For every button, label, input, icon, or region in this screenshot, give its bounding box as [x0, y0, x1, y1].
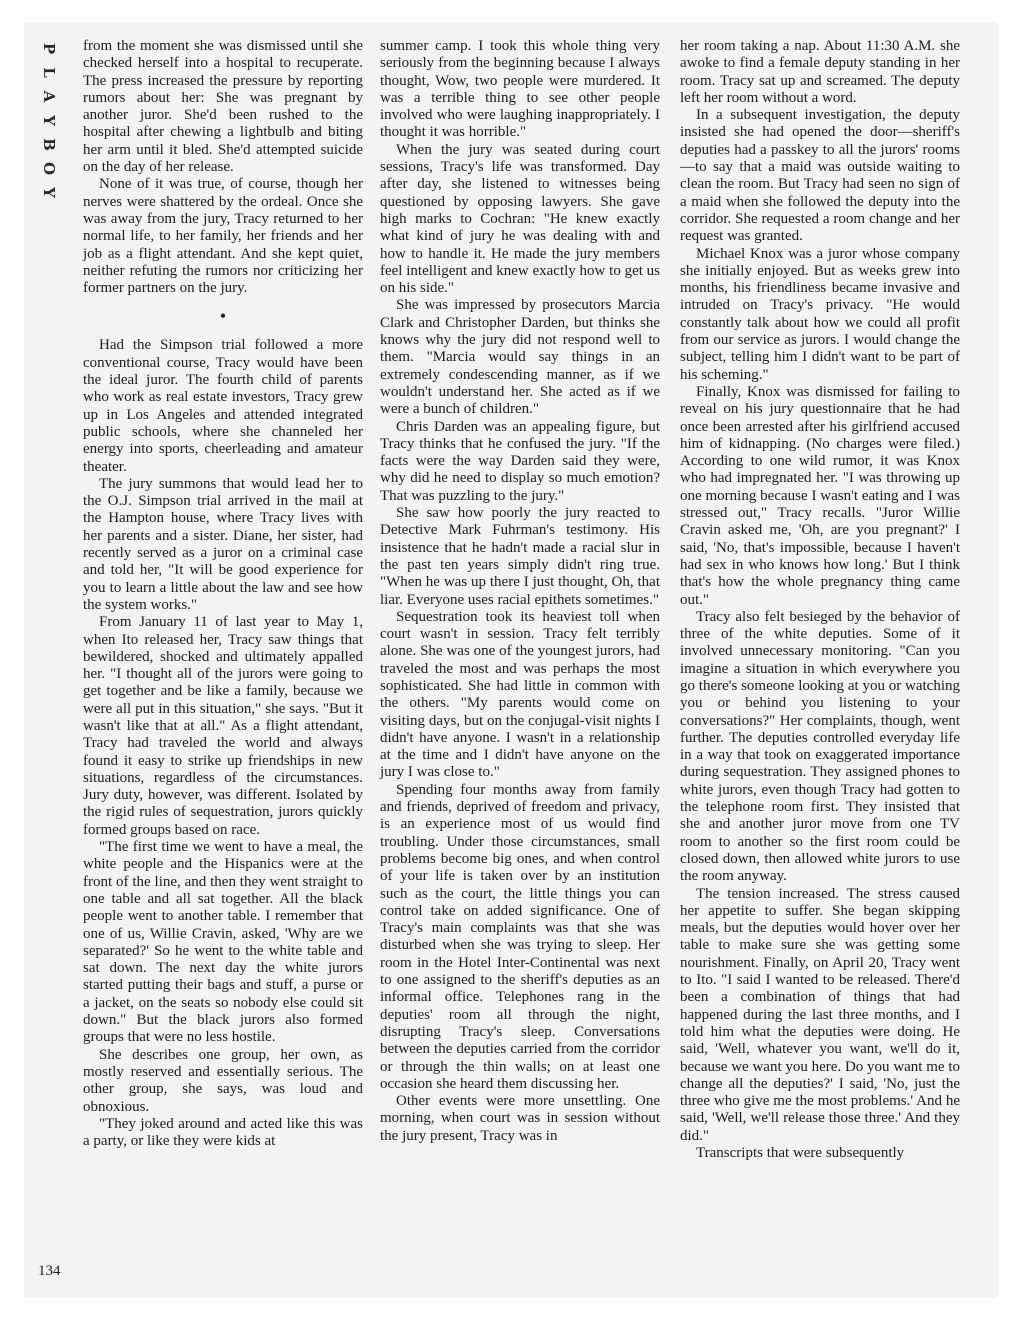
article-column-1: [83, 38, 363, 1150]
article-paragraph: summer camp. I took this whole thing very seriously from the beginning because I always thought, Wow, two people were murdered. It was a terrible thing to see other people involved who were laughing inappropriately. I thought it was horrible.": [380, 38, 660, 141]
article-paragraph: The tension increased. The stress caused her appetite to suffer. She began skipping meals, but the deputies would hover over her table to make sure she was getting some nourishment. Finally, on April 20, Tracy went to Ito. "I said I wanted to be released. There'd been a combination of things that had happened during the last three months, and I told him what the deputies were doing. He said, 'Well, whatever you want, we'll do it, because we want you here. Do you want me to change all the deputies?' I said, 'No, just the three who give me the most problems.' And he said, 'Well, we'll release those three.' And they did.": [680, 885, 960, 1144]
masthead-letter: P: [40, 42, 58, 58]
masthead-playboy: [34, 38, 64, 206]
masthead-letter: Y: [40, 187, 58, 201]
article-paragraph: When the jury was seated during court sessions, Tracy's life was transformed. Day after day, she listened to witnesses being questioned by opposing lawyers. She gave high marks to Cochran: "He knew exactly what kind of jury he was dealing with and how to handle it. He made the jury members feel intelligent and knew exactly how to get us on his side.": [380, 141, 660, 297]
page-number: 134: [38, 1263, 61, 1279]
article-paragraph: Michael Knox was a juror whose company she initially enjoyed. But as weeks grew into months, his friendliness became invasive and intruded on Tracy's privacy. "He would constantly talk about how we could all profit from our service as jurors. I would change the subject, telling him I didn't want to be part of his scheming.": [680, 245, 960, 383]
masthead-letter: B: [40, 138, 58, 154]
article-paragraph: She describes one group, her own, as mostly reserved and essentially serious. The other group, she says, was loud and obnoxious.: [83, 1046, 363, 1115]
section-separator: •: [219, 306, 227, 327]
article-column-2: [380, 38, 660, 1145]
article-paragraph: "The first time we went to have a meal, the white people and the Hispanics were at the front of the line, and then they went straight to one table and all sat together. All the black people went to another table. I remember that one of us, Willie Cravin, asked, 'Why are we separated?' So he went to the white table and sat down. The next day the white jurors started putting their bags and stuff, a purse or a jacket, on the seats so nobody else could sit down." But the black jurors also formed groups that were no less hostile.: [83, 839, 363, 1046]
article-paragraph: From January 11 of last year to May 1, when Ito released her, Tracy saw things that bewildered, shocked and ultimately appalled her. "I thought all of the jurors were going to get together and be like a family, because we were all put in this situation," she says. "But it wasn't like that at all." As a flight attendant, Tracy had traveled the world and always found it easy to strike up friendships in new situations, regardless of the circumstances. Jury duty, however, was different. Isolated by the rigid rules of sequestration, jurors quickly formed groups based on race.: [83, 614, 363, 838]
article-paragraph: She saw how poorly the jury reacted to Detective Mark Fuhrman's testimony. His insistence that he hadn't made a racial slur in the past ten years simply didn't ring true. "When he was up there I just thought, Oh, that liar. Everyone uses racial epithets sometimes.": [380, 505, 660, 608]
article-paragraph: In a subsequent investigation, the deputy insisted she had opened the door—sheriff's deputies had a passkey to all the jurors' rooms—to say that a maid was outside waiting to clean the room. But Tracy had seen no sign of a maid when she followed the deputy into the corridor. She requested a room change and her request was granted.: [680, 107, 960, 245]
article-paragraph: her room taking a nap. About 11:30 A.M. she awoke to find a female deputy standing in her room. Tracy sat up and screamed. The deputy left her room without a word.: [680, 38, 960, 106]
masthead-letter: A: [40, 90, 58, 106]
masthead-letter: Y: [40, 115, 58, 129]
article-paragraph: None of it was true, of course, though her nerves were shattered by the ordeal. Once she was away from the jury, Tracy returned to her normal life, to her family, her friends and her job as a flight attendant. And she kept quiet, neither refuting the rumors nor criticizing her former partners on the jury.: [83, 176, 363, 297]
article-paragraph: from the moment she was dismissed until she checked herself into a hospital to recuperate. The press increased the pressure by reporting rumors about her: She was pregnant by another juror. She'd been rushed to the hospital after chewing a lightbulb and biting her arm until it bled. She'd attempted suicide on the day of her release.: [83, 38, 363, 176]
article-paragraph: "They joked around and acted like this was a party, or like they were kids at: [83, 1115, 363, 1150]
article-column-3: [680, 38, 960, 1162]
article-paragraph: Finally, Knox was dismissed for failing to reveal on his jury questionnaire that he had once been arrested after his girlfriend accused him of kidnapping. (No charges were filed.) According to one wild rumor, it was Knox who had impregnated her. "I was throwing up one morning because I wasn't eating and I was stressed out," Tracy recalls. "Juror Willie Cravin asked me, 'Oh, are you pregnant?' I said, 'No, that's impossible, because I haven't had sex in who knows how long.' But I think that's how the whole pregnancy thing came out.": [680, 383, 960, 608]
article-paragraph: The jury summons that would lead her to the O.J. Simpson trial arrived in the mail at the Hampton house, where Tracy lives with her parents and a sister. Diane, her sister, had recently served as a juror on a criminal case and told her, "It will be good experience for you to learn a little about the law and see how the system works.": [83, 475, 363, 613]
article-paragraph: Other events were more unsettling. One morning, when court was in session without the jury present, Tracy was in: [380, 1093, 660, 1144]
article-paragraph: Transcripts that were subsequently: [696, 1145, 905, 1161]
article-paragraph: Had the Simpson trial followed a more conventional course, Tracy would have been the ideal juror. The fourth child of parents who work as real estate investors, Tracy grew up in Los Angeles and attended integrated public schools, where she channeled her energy into sports, cheerleading and amateur theater.: [83, 337, 363, 475]
article-paragraph: Sequestration took its heaviest toll when court wasn't in session. Tracy felt terribly alone. She was one of the youngest jurors, had traveled the most and was perhaps the most sophisticated. She had little in common with the others. "My parents would come on visiting days, but on the conjugal-visit nights I didn't have anyone. I wasn't in a relationship at the time and I didn't have anyone on the jury I was close to.": [380, 608, 660, 781]
article-paragraph: She was impressed by prosecutors Marcia Clark and Christopher Darden, but thinks she knows why the jury did not respond well to them. "Marcia would say things in an extremely condescending manner, as if we wouldn't understand her. She acted as if we were a bunch of children.": [380, 297, 660, 418]
article-paragraph: Chris Darden was an appealing figure, but Tracy thinks that he confused the jury. "If the facts were the way Darden said they were, why did he need to display so much emotion? That was puzzling to the jury.": [380, 418, 660, 504]
article-paragraph: Tracy also felt besieged by the behavior of three of the white deputies. Some of it involved unnecessary monitoring. "Can you imagine a situation in which everywhere you go there's someone looking at you or watching you or behind you listening to your conversations?" Her complaints, though, went further. The deputies controlled everyday life in a way that took on exaggerated importance during sequestration. They assigned phones to white jurors, even though Tracy had gotten to the telephone room first. They insisted that she and another juror move from one TV room to another so the first room could be closed down, then allowed white jurors to use the room anyway.: [680, 608, 960, 885]
masthead-letter: O: [40, 161, 58, 179]
masthead-letter: L: [40, 67, 58, 81]
article-paragraph: Spending four months away from family and friends, deprived of freedom and privacy, is an experience most of us would find troubling. Under those circumstances, small problems become big ones, and when control of your life is taken over by an institution such as the court, the little things you can control take on added significance. One of Tracy's main complaints was that she was disturbed when she was trying to sleep. Her room in the Hotel Inter-Continental was next to one assigned to the sheriff's deputies as an informal office. Telephones rang in the deputies' room all through the night, disrupting Tracy's sleep. Conversations between the deputies carried from the corridor or through the thin walls; on at least one occasion she heard them discussing her.: [380, 781, 660, 1092]
